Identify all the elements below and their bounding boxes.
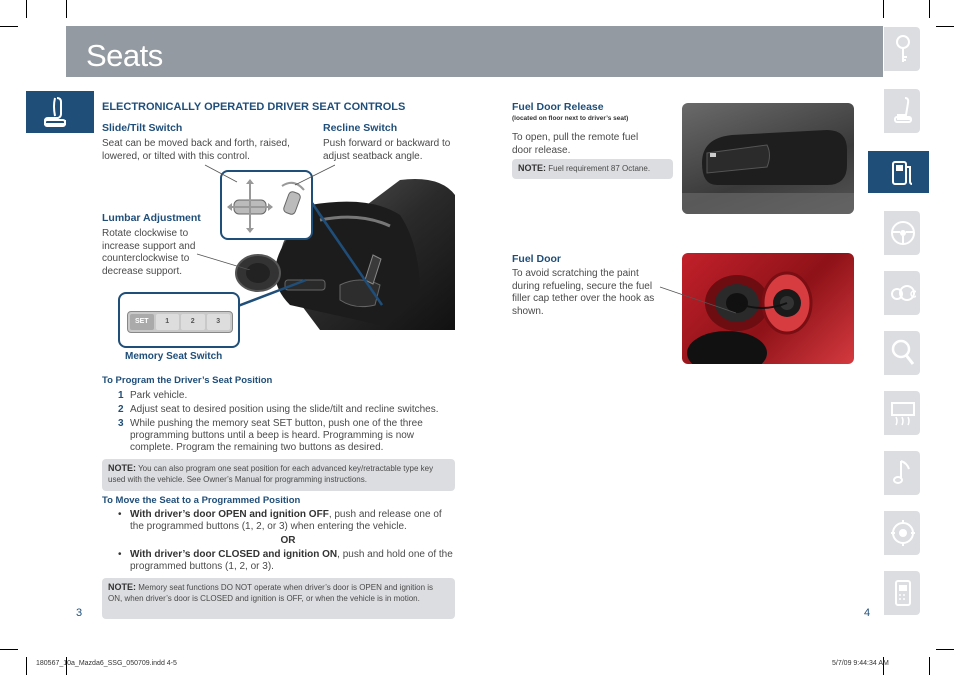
slide-tilt-text: Seat can be moved back and forth, raised, lowered, or tilted with this control. bbox=[102, 138, 290, 162]
lumbar-text: Rotate clockwise to increase support and counterclockwise to decrease support. bbox=[102, 228, 196, 277]
memory-2-button: 2 bbox=[181, 314, 205, 330]
phone-icon bbox=[890, 577, 916, 609]
side-tab-search[interactable] bbox=[884, 331, 920, 375]
program-steps-list bbox=[118, 390, 458, 454]
callout-leader-lines bbox=[195, 160, 335, 270]
fuel-door-leader-line bbox=[658, 285, 738, 315]
fold-mark bbox=[66, 0, 67, 18]
footer-filename: 180567_10a_Mazda6_SSG_050709.indd 4-5 bbox=[36, 660, 177, 667]
gauges-icon bbox=[890, 277, 916, 309]
side-tab-phone[interactable] bbox=[884, 571, 920, 615]
crop-mark bbox=[0, 26, 18, 27]
list-item: 3 While pushing the memory seat SET button, push one of the three programming buttons until a beep is heard. Programming is now complete. Program the remaining two buttons as desired. bbox=[118, 418, 423, 453]
crop-mark bbox=[26, 0, 27, 18]
side-tab-gauges[interactable] bbox=[884, 271, 920, 315]
header-bar bbox=[66, 26, 883, 77]
magnifier-icon bbox=[890, 337, 916, 369]
page-number-right: 4 bbox=[864, 607, 871, 619]
key-icon bbox=[890, 33, 916, 65]
list-item: • With driver’s door CLOSED and ignition ON, push and hold one of the programmed buttons (1, 2, or 3). bbox=[118, 549, 453, 572]
fold-mark bbox=[883, 0, 884, 18]
seat-icon bbox=[37, 94, 73, 130]
side-tab-navigation[interactable] bbox=[884, 511, 920, 555]
fuel-pump-icon bbox=[890, 157, 916, 189]
page-title: Seats bbox=[86, 38, 163, 73]
joystick-icon bbox=[890, 517, 916, 549]
slide-tilt-heading: Slide/Tilt Switch bbox=[102, 122, 183, 134]
fuel-release-photo bbox=[682, 103, 854, 214]
lumbar-heading: Lumbar Adjustment bbox=[102, 212, 201, 224]
crop-mark bbox=[26, 657, 27, 675]
side-tab-fuel[interactable] bbox=[868, 151, 929, 193]
list-item: 1 Park vehicle. bbox=[118, 390, 188, 401]
side-tab-climate[interactable] bbox=[884, 391, 920, 435]
recline-heading: Recline Switch bbox=[323, 122, 398, 134]
fuel-release-heading: Fuel Door Release bbox=[512, 101, 604, 113]
music-note-icon bbox=[890, 457, 916, 489]
memory-3-button: 3 bbox=[207, 314, 231, 330]
section-tab-seats bbox=[26, 91, 94, 133]
move-heading: To Move the Seat to a Programmed Position bbox=[102, 495, 301, 506]
memory-1-button: 1 bbox=[156, 314, 180, 330]
memory-leader-line bbox=[238, 278, 308, 308]
fuel-door-heading: Fuel Door bbox=[512, 253, 561, 265]
memory-seat-caption: Memory Seat Switch bbox=[125, 351, 223, 362]
note-box: NOTE: You can also program one seat position for each advanced key/retractable type key used with the vehicle. See Owner’s Manual for programming instructions. bbox=[102, 459, 455, 491]
side-tab-key[interactable] bbox=[884, 27, 920, 71]
section-title: ELECTRONICALLY OPERATED DRIVER SEAT CONTROLS bbox=[102, 101, 406, 113]
side-tab-audio[interactable] bbox=[884, 451, 920, 495]
seat-icon bbox=[890, 95, 916, 127]
list-item: • With driver’s door OPEN and ignition OFF, push and release one of the programmed buttons (1, 2, or 3) when entering the vehicle. bbox=[118, 509, 442, 532]
crop-mark bbox=[929, 657, 930, 675]
crop-mark bbox=[936, 26, 954, 27]
note-box: NOTE: Fuel requirement 87 Octane. bbox=[512, 159, 673, 179]
steering-wheel-icon bbox=[890, 217, 916, 249]
crop-mark bbox=[929, 0, 930, 18]
fuel-door-text: To avoid scratching the paint during refueling, secure the fuel filler cap tether over the hook as shown. bbox=[512, 268, 655, 317]
climate-icon bbox=[890, 397, 916, 429]
crop-mark bbox=[936, 649, 954, 650]
or-separator: OR bbox=[280, 535, 296, 546]
memory-set-button: SET bbox=[130, 314, 154, 330]
footer-timestamp: 5/7/09 9:44:34 AM bbox=[832, 660, 889, 667]
fuel-release-subheading: (located on floor next to driver’s seat) bbox=[512, 115, 629, 122]
list-item: 2 Adjust seat to desired position using the slide/tilt and recline switches. bbox=[118, 404, 439, 415]
side-tab-seat[interactable] bbox=[884, 89, 920, 133]
memory-seat-callout bbox=[118, 292, 240, 348]
move-bullets bbox=[118, 509, 458, 573]
page-number-left: 3 bbox=[76, 607, 83, 619]
side-tab-steering[interactable] bbox=[884, 211, 920, 255]
crop-mark bbox=[0, 649, 18, 650]
fuel-release-text: To open, pull the remote fuel door release. bbox=[512, 132, 639, 156]
recline-text: Push forward or backward to adjust seatback angle. bbox=[323, 138, 451, 162]
program-heading: To Program the Driver’s Seat Position bbox=[102, 375, 273, 386]
note-box: NOTE: Memory seat functions DO NOT operate when driver’s door is OPEN and ignition is ON, when driver’s door is CLOSED and ignition is OFF, or when the vehicle is in motion. bbox=[102, 578, 455, 619]
